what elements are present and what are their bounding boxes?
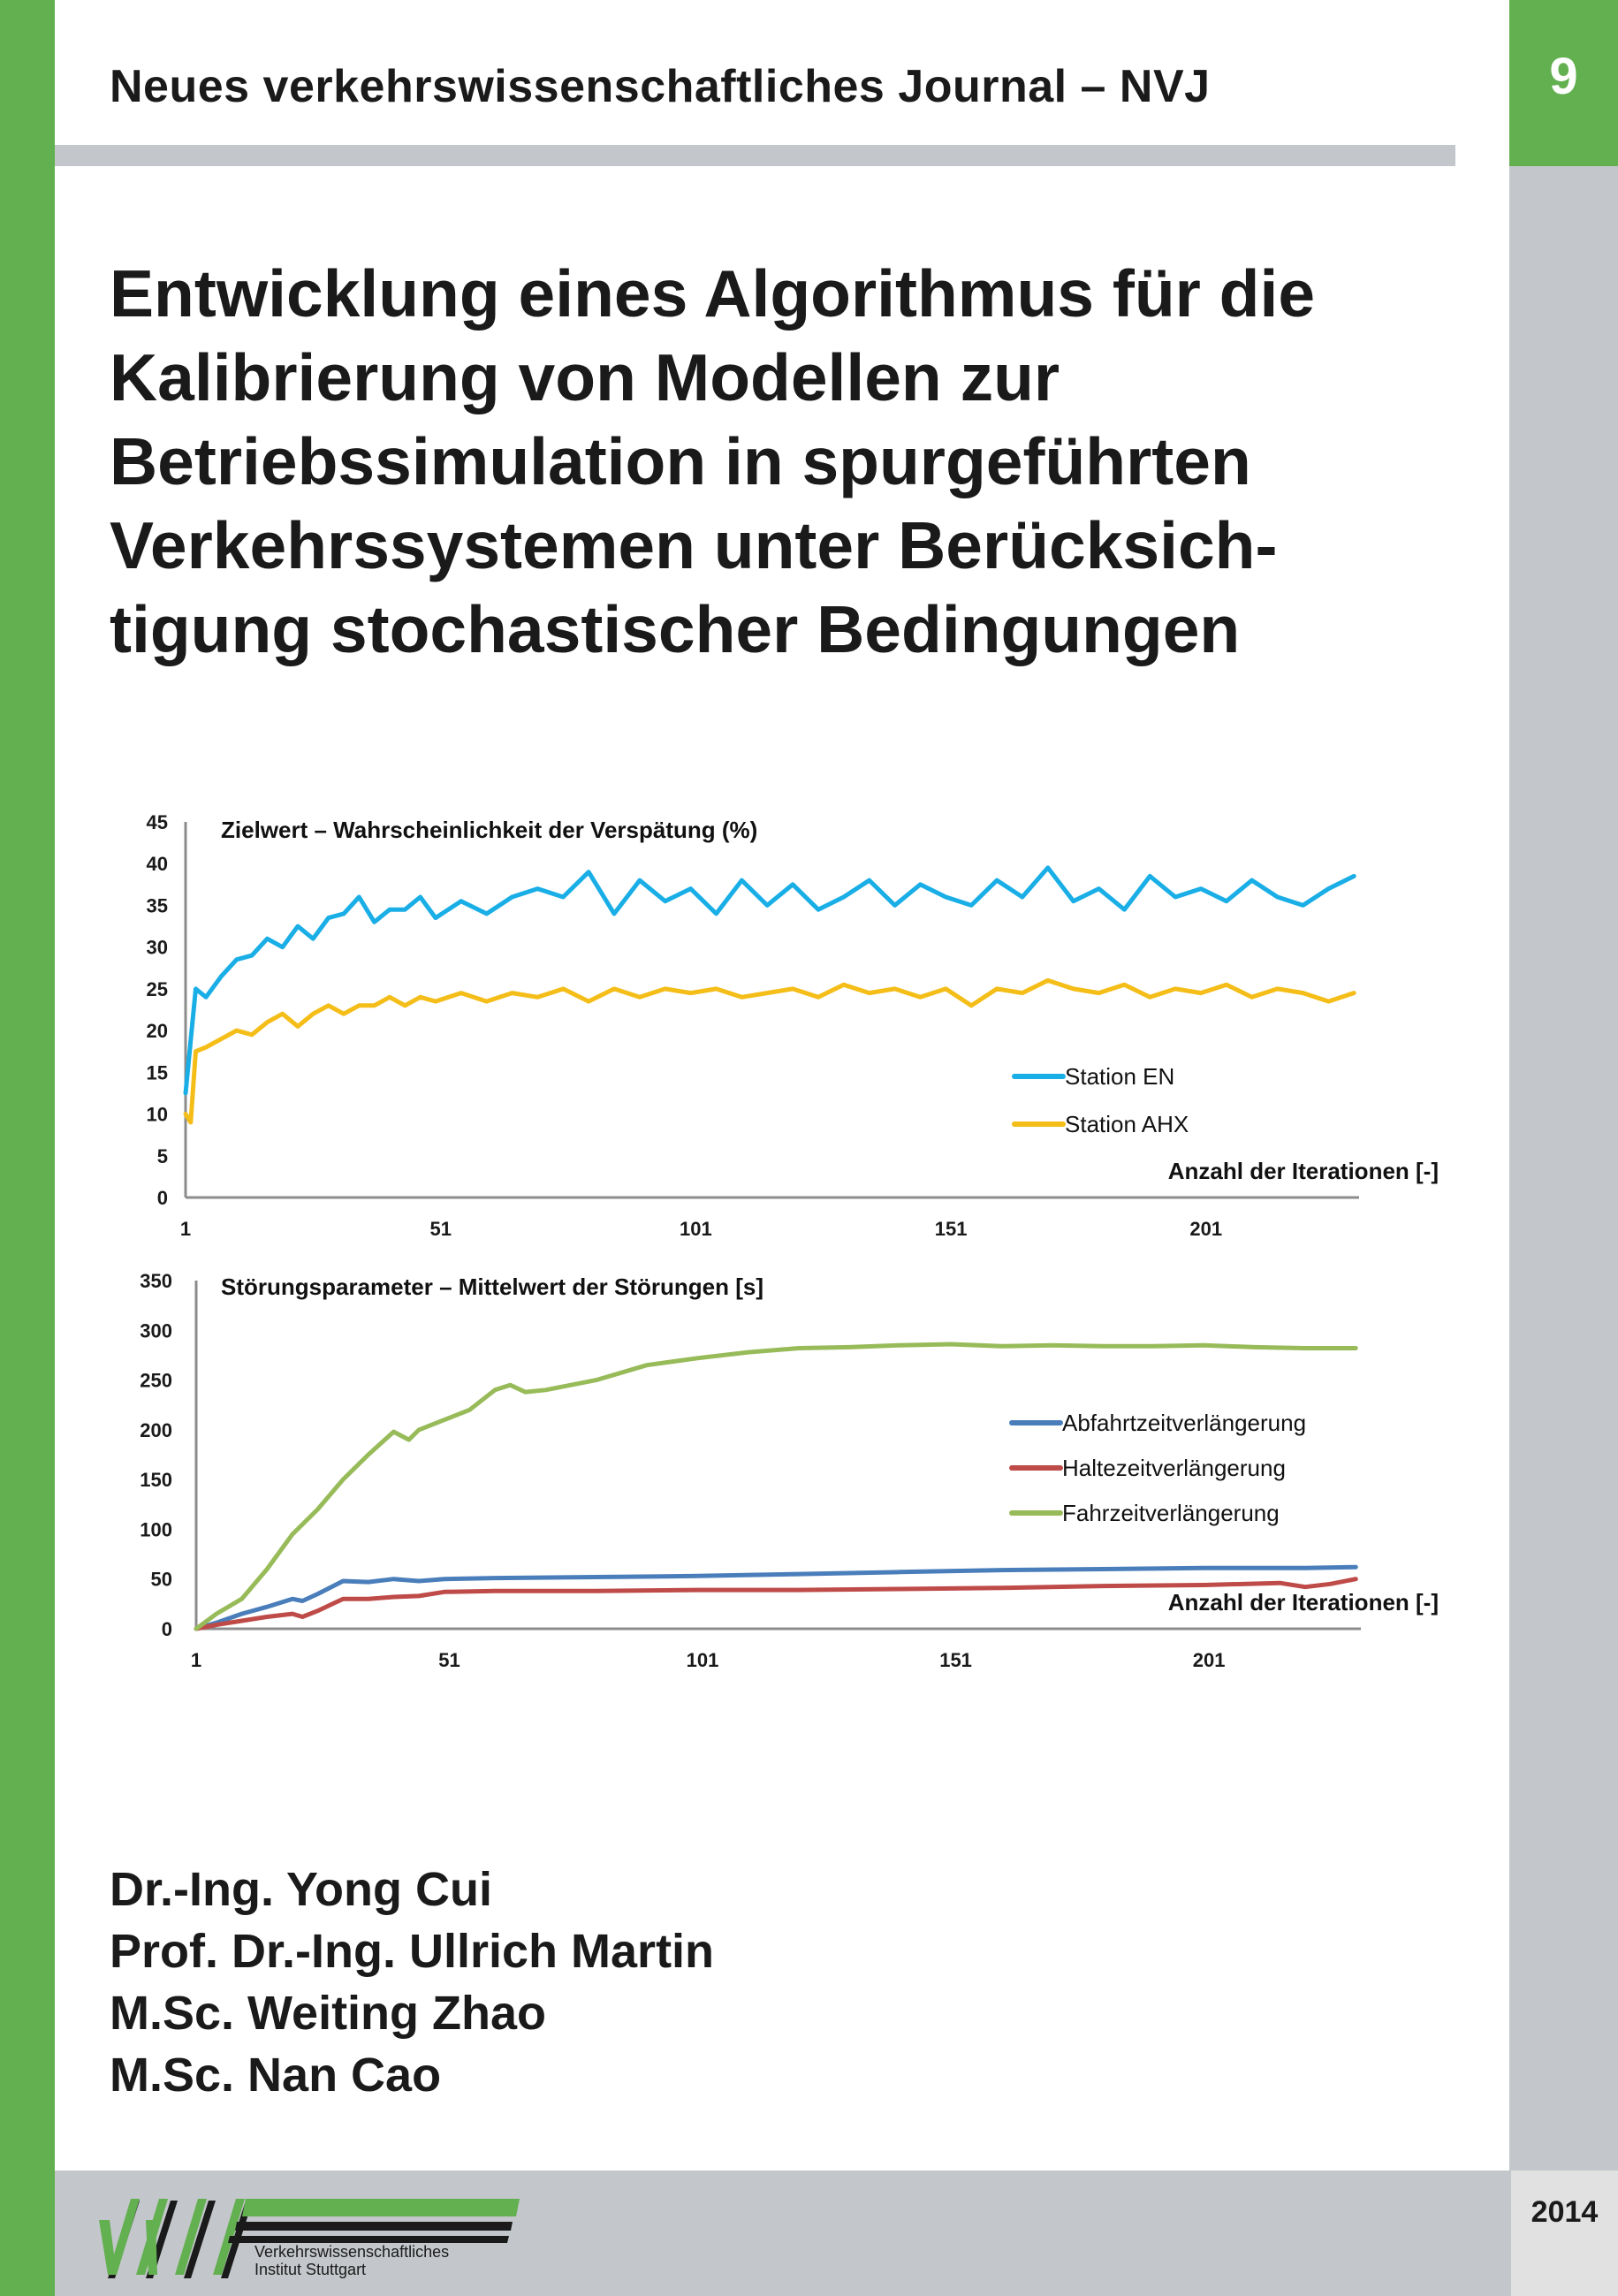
x-tick-label: 201 [1192, 1649, 1226, 1671]
book-title-line: tigung stochastischer Bedingungen [110, 592, 1241, 666]
y-tick-label: 250 [140, 1369, 172, 1392]
series-line-1 [186, 868, 1354, 1093]
issue-number: 9 [1549, 48, 1578, 105]
publication-year: 2014 [1531, 2195, 1599, 2229]
chart-title: Störungsparameter – Mittelwert der Störungen [s] [221, 1273, 763, 1300]
y-tick-label: 15 [146, 1061, 168, 1084]
y-tick-label: 40 [146, 853, 168, 876]
chart-delay-probability [147, 811, 1439, 1240]
x-tick-label: 151 [934, 1218, 968, 1240]
vwi-logo [97, 2183, 539, 2289]
x-axis-label: Anzahl der Iterationen [-] [1167, 1589, 1439, 1616]
x-tick-label: 101 [686, 1649, 719, 1671]
y-tick-label: 100 [140, 1518, 172, 1541]
book-title-line: Entwicklung eines Algorithmus für die [110, 256, 1316, 331]
x-tick-label: 1 [179, 1218, 192, 1240]
y-tick-label: 35 [146, 894, 168, 917]
y-tick-label: 45 [146, 811, 168, 833]
legend-label: Station EN [1065, 1063, 1175, 1090]
y-tick-label: 150 [140, 1469, 172, 1492]
author-name: M.Sc. Nan Cao [110, 2049, 442, 2102]
x-axis-label: Anzahl der Iterationen [-] [1167, 1158, 1439, 1184]
book-title-line: Kalibrierung von Modellen zur [110, 340, 1060, 414]
journal-title: Neues verkehrswissenschaftliches Journal – NVJ [110, 61, 1211, 112]
x-tick-label: 51 [429, 1218, 452, 1240]
legend-label: Station AHX [1065, 1111, 1189, 1137]
x-tick-label: 101 [680, 1218, 712, 1240]
y-tick-label: 0 [156, 1187, 168, 1209]
institute-name-line2: Institut Stuttgart [254, 2261, 367, 2278]
y-tick-label: 25 [146, 977, 168, 1000]
x-tick-label: 1 [190, 1649, 202, 1671]
x-tick-label: 201 [1189, 1218, 1223, 1240]
y-tick-label: 10 [146, 1103, 168, 1126]
x-tick-label: 151 [939, 1649, 972, 1671]
chart-title: Zielwert – Wahrscheinlichkeit der Verspätung (%) [221, 817, 758, 843]
series-line-2 [186, 980, 1354, 1122]
y-tick-label: 200 [140, 1418, 172, 1441]
author-list [110, 1859, 714, 2106]
y-tick-label: 30 [146, 936, 168, 959]
legend-label: Fahrzeitverlängerung [1062, 1500, 1280, 1526]
y-tick-label: 50 [150, 1568, 172, 1591]
author-name: M.Sc. Weiting Zhao [110, 1987, 547, 2040]
y-tick-label: 5 [156, 1144, 168, 1167]
legend-label: Abfahrtzeitverlängerung [1062, 1410, 1307, 1436]
x-tick-label: 51 [438, 1649, 460, 1671]
legend-label: Haltezeitverlängerung [1062, 1455, 1286, 1481]
y-tick-label: 0 [161, 1618, 172, 1640]
chart-disturbance-parameters [140, 1270, 1439, 1671]
author-name: Prof. Dr.-Ing. Ullrich Martin [110, 1925, 715, 1978]
author-name: Dr.-Ing. Yong Cui [110, 1863, 492, 1916]
book-title-line: Verkehrssystemen unter Berücksich- [110, 508, 1278, 582]
y-tick-label: 350 [140, 1270, 172, 1292]
y-tick-label: 20 [146, 1020, 168, 1043]
institute-name-line1: Verkehrswissenschaftliches [254, 2243, 450, 2261]
book-title-line: Betriebssimulation in spurgeführten [110, 424, 1251, 498]
year-panel [1511, 2171, 1618, 2296]
y-tick-label: 300 [140, 1319, 172, 1342]
